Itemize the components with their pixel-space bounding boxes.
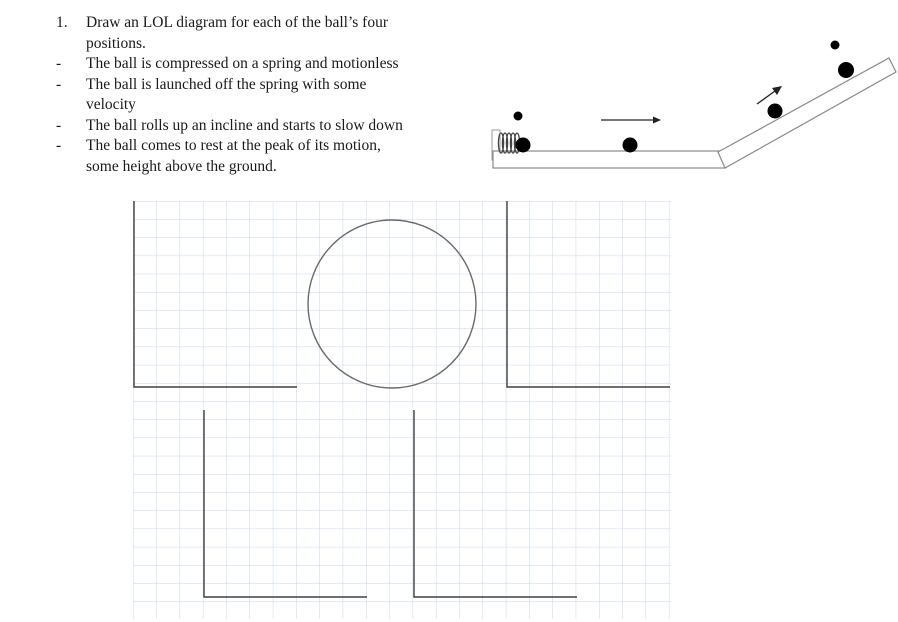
graph-paper-grid [133,201,671,619]
height-marker-1 [514,112,523,121]
question-block [56,13,456,177]
bullet-text-continued: velocity [86,96,136,113]
question-prompt [56,13,456,54]
arrow-right-icon [601,117,661,124]
lol-diagram-workspace[interactable] [133,201,673,619]
bullet-item [56,116,456,137]
prompt-line-1: Draw an LOL diagram for each of the ball’s four [86,14,388,31]
bullet-item [56,54,456,75]
ball-rolling [768,104,783,119]
prompt-line-2: positions. [86,34,146,52]
ball-motion-scene [488,34,898,176]
bullet-text: The ball comes to rest at the peak of its motion, [86,137,381,154]
question-number: 1. [56,14,68,31]
bullet-marker: - [56,75,62,93]
bullet-marker: - [56,137,62,154]
bullet-text: The ball is launched off the spring with some [86,75,367,93]
ball-compressed [516,138,531,153]
bullet-item [56,136,456,177]
incline-ramp [718,58,896,168]
arrow-up-right-icon [757,86,782,104]
bullet-marker: - [56,116,62,134]
bullet-text: The ball is compressed on a spring and motionless [86,55,399,72]
ground-track [493,151,725,168]
ball-launched [623,138,638,153]
bullet-text-continued: some height above the ground. [86,157,277,175]
ball-at-rest [838,62,854,78]
bullet-item [56,75,456,116]
bullet-text: The ball rolls up an incline and starts to slow down [86,116,403,134]
height-marker-peak [831,41,840,50]
bullet-marker: - [56,55,62,72]
